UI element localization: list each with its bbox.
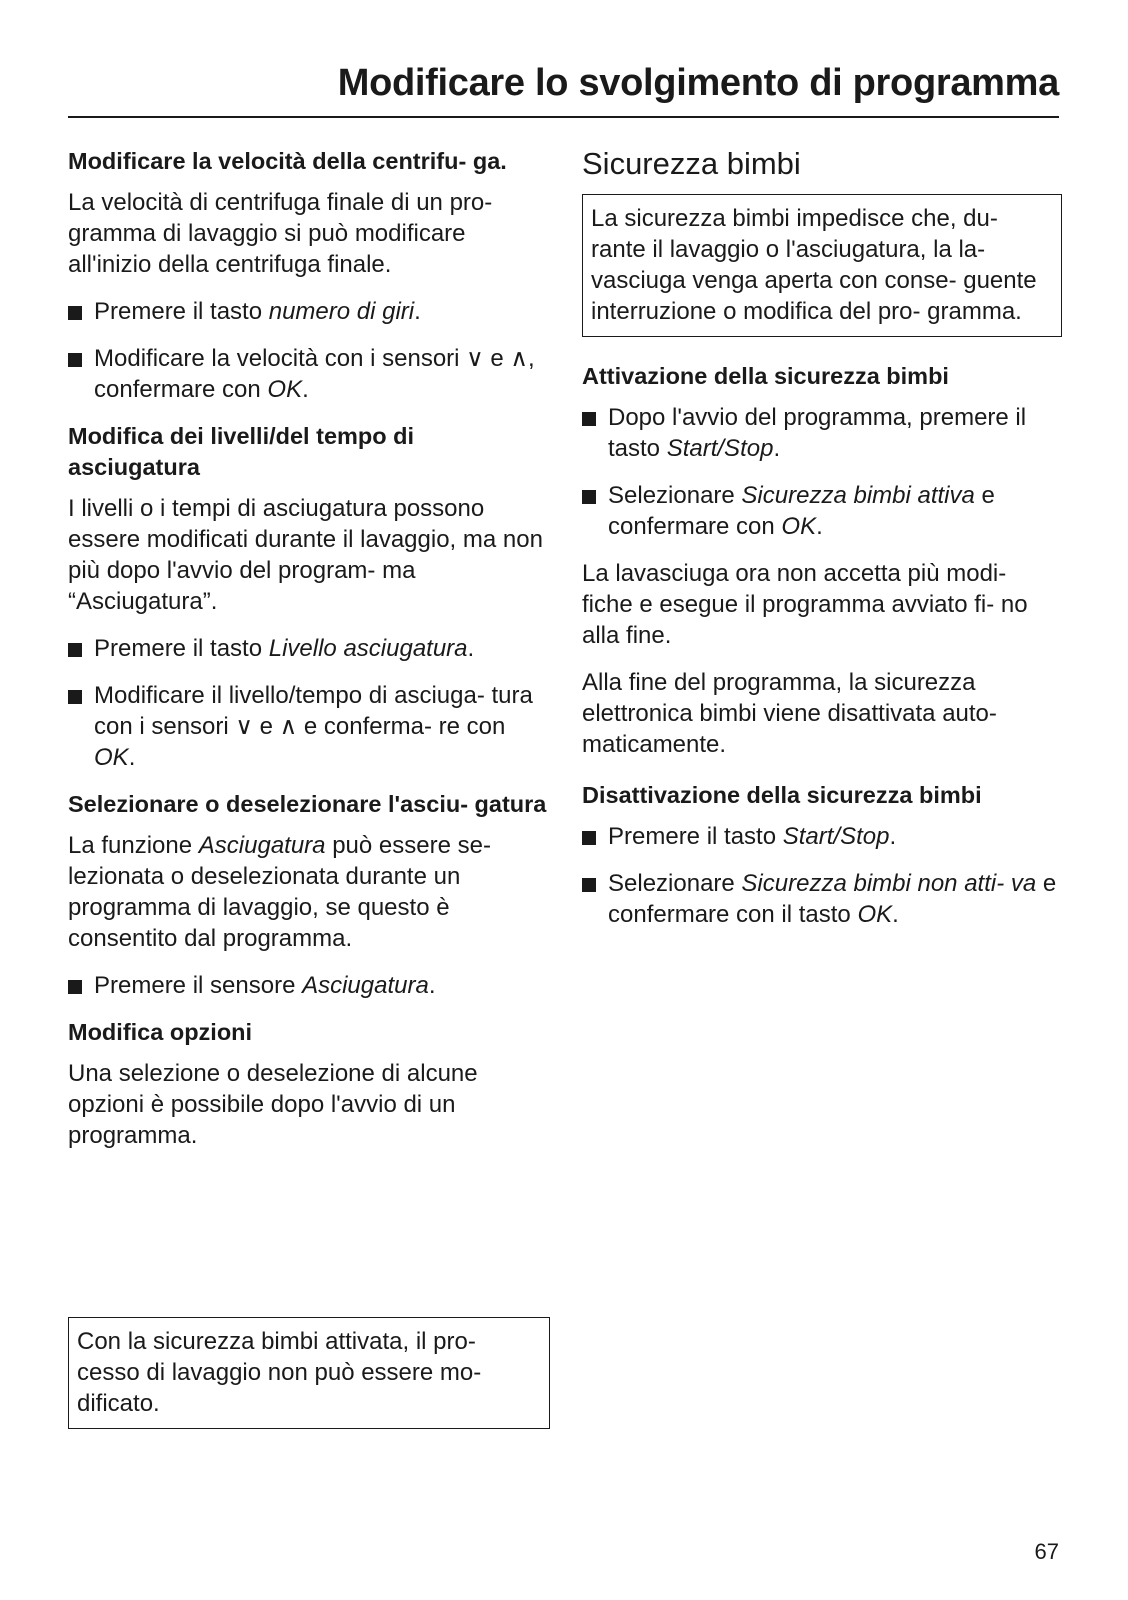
heading-deactivate-lock: Disattivazione della sicurezza bimbi xyxy=(582,782,982,808)
paragraph: Una selezione o deselezione di alcune opzioni è possibile dopo l'avvio di un programma. xyxy=(68,1060,478,1149)
paragraph: La funzione Asciugatura può essere se- lezionata o deselezionata durante un programma di lavaggio, se questo è consentito dal programma. xyxy=(68,832,491,952)
instruction-list xyxy=(582,402,1062,542)
paragraph: I livelli o i tempi di asciugatura possono essere modificati durante il lavaggio, ma non più dopo l'avvio del program- ma “Asciugatura”. xyxy=(68,495,543,615)
list-item: Premere il tasto Start/Stop. xyxy=(582,821,1062,852)
list-item: Dopo l'avvio del programma, premere il tasto Start/Stop. xyxy=(582,402,1062,464)
instruction-list xyxy=(68,633,550,773)
heading-drying-level: Modifica dei livelli/del tempo di asciugatura xyxy=(68,423,415,480)
paragraph: La lavasciuga ora non accetta più modi- fiche e esegue il programma avviato fi- no alla fine. xyxy=(582,560,1028,649)
list-item: Selezionare Sicurezza bimbi attiva e confermare con OK. xyxy=(582,480,1062,542)
note-box-left: Con la sicurezza bimbi attivata, il pro- cesso di lavaggio non può essere mo- dificato. xyxy=(68,1317,550,1429)
paragraph: La velocità di centrifuga finale di un pro- gramma di lavaggio si può modificare all'inizio della centrifuga finale. xyxy=(68,189,493,278)
page-number: 67 xyxy=(1034,1539,1059,1564)
list-item: Selezionare Sicurezza bimbi non atti- va e confermare con il tasto OK. xyxy=(582,868,1062,930)
instruction-list xyxy=(68,970,550,1001)
instruction-list xyxy=(68,296,550,405)
heading-select-drying: Selezionare o deselezionare l'asciu- gatura xyxy=(68,791,547,817)
list-item: Premere il sensore Asciugatura. xyxy=(68,970,550,1001)
page-title: Modificare lo svolgimento di programma xyxy=(337,62,1059,104)
note-box-right: La sicurezza bimbi impedisce che, du- rante il lavaggio o l'asciugatura, la la- vasciuga venga aperta con conse- guente interruzione o modifica del pro- gramma. xyxy=(582,194,1062,337)
list-item: Modificare la velocità con i sensori ∨ e ∧, confermare con OK. xyxy=(68,343,550,405)
paragraph: Alla fine del programma, la sicurezza elettronica bimbi viene disattivata auto- maticamente. xyxy=(582,669,997,758)
heading-options: Modifica opzioni xyxy=(68,1019,253,1045)
right-column xyxy=(582,146,1062,946)
instruction-list xyxy=(582,821,1062,930)
section-title: Sicurezza bimbi xyxy=(582,146,801,181)
heading-activate-lock: Attivazione della sicurezza bimbi xyxy=(582,363,949,389)
list-item: Premere il tasto Livello asciugatura. xyxy=(68,633,550,664)
heading-spin-speed: Modificare la velocità della centrifu- ga. xyxy=(68,148,507,174)
list-item: Premere il tasto numero di giri. xyxy=(68,296,550,327)
list-item: Modificare il livello/tempo di asciuga- tura con i sensori ∨ e ∧ e conferma- re con OK. xyxy=(68,680,550,773)
left-column xyxy=(68,146,550,1167)
title-divider xyxy=(68,116,1059,118)
